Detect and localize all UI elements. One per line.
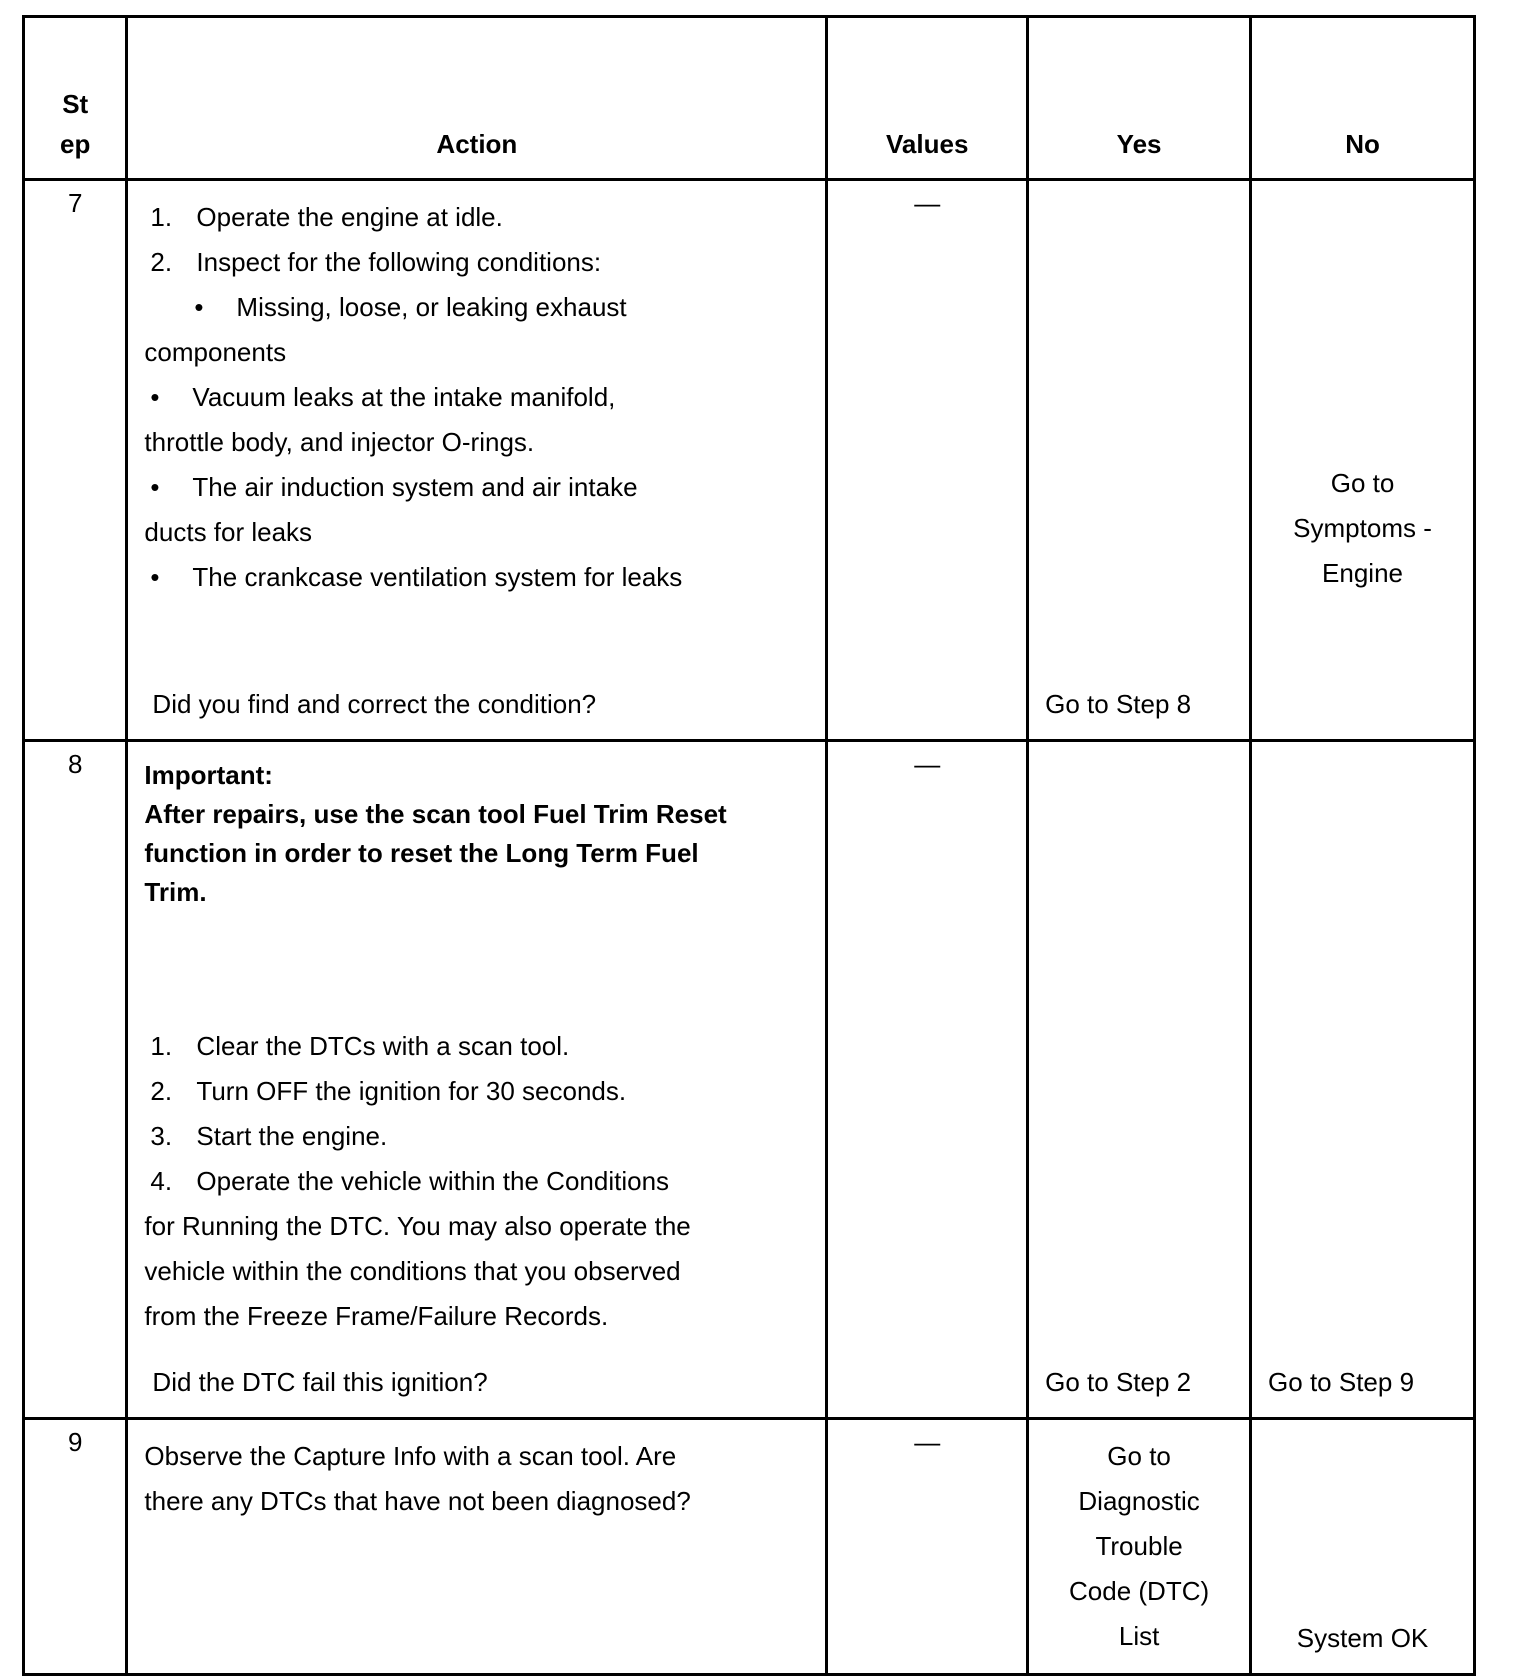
bullet-item: • Vacuum leaks at the intake manifold, [150,382,616,412]
bullet-continuation: ducts for leaks [144,517,313,547]
bullet-item: • The air induction system and air intake [150,472,638,502]
no-result: System OK [1296,1623,1429,1653]
list-item: 3. Start the engine. [150,1121,388,1151]
step-number: 7 [24,180,127,741]
yes-link[interactable]: Go to Step 8 [1045,689,1192,719]
list-item: 1. Clear the DTCs with a scan tool. [150,1031,570,1061]
list-item: 2. Inspect for the following conditions: [150,247,602,277]
list-item: 1. Operate the engine at idle. [150,202,503,232]
values-cell: — [827,741,1028,1419]
list-item: 4. Operate the vehicle within the Conditions [150,1166,670,1196]
step-number: 9 [24,1419,127,1675]
action-cell: Observe the Capture Info with a scan tool. Are there any DTCs that have not been diagnosed? [127,1419,827,1675]
yes-cell [1028,1419,1251,1675]
values-cell: — [827,180,1028,741]
step-question: Did the DTC fail this ignition? [152,1367,488,1397]
bullet-item: • The crankcase ventilation system for leaks [150,562,683,592]
bullet-item: • Missing, loose, or leaking exhaust [194,292,627,322]
no-cell [1251,741,1475,1419]
list-item: 2. Turn OFF the ignition for 30 seconds. [150,1076,627,1106]
list-continuation: from the Freeze Frame/Failure Records. [144,1301,609,1331]
yes-cell [1028,180,1251,741]
table-row [24,1419,1475,1675]
header-yes: Yes [1028,17,1251,180]
action-cell [127,180,827,741]
no-link[interactable]: Go to Step 9 [1268,1367,1415,1397]
action-cell [127,741,827,1419]
bullet-continuation: throttle body, and injector O-rings. [144,427,535,457]
diagnostic-table [22,15,1476,1676]
step-number: 8 [24,741,127,1419]
yes-link[interactable]: Go to Diagnostic Trouble Code (DTC) List [1069,1441,1210,1651]
header-step: St ep [24,17,127,180]
header-action: Action [127,17,827,180]
important-note: Important: After repairs, use the scan tool Fuel Trim Reset function in order to reset the Long Term Fuel Trim. [144,760,727,907]
no-cell [1251,180,1475,741]
yes-cell [1028,741,1251,1419]
list-continuation: for Running the DTC. You may also operate the [144,1211,691,1241]
no-link[interactable]: Go to Symptoms - Engine [1293,468,1432,588]
yes-link[interactable]: Go to Step 2 [1045,1367,1192,1397]
table-row [24,180,1475,741]
list-continuation: vehicle within the conditions that you observed [144,1256,681,1286]
header-row [24,17,1475,180]
header-no: No [1251,17,1475,180]
step-question: Did you find and correct the condition? [152,689,597,719]
no-cell [1251,1419,1475,1675]
values-cell: — [827,1419,1028,1675]
bullet-continuation: components [144,337,287,367]
table-row [24,741,1475,1419]
header-values: Values [827,17,1028,180]
